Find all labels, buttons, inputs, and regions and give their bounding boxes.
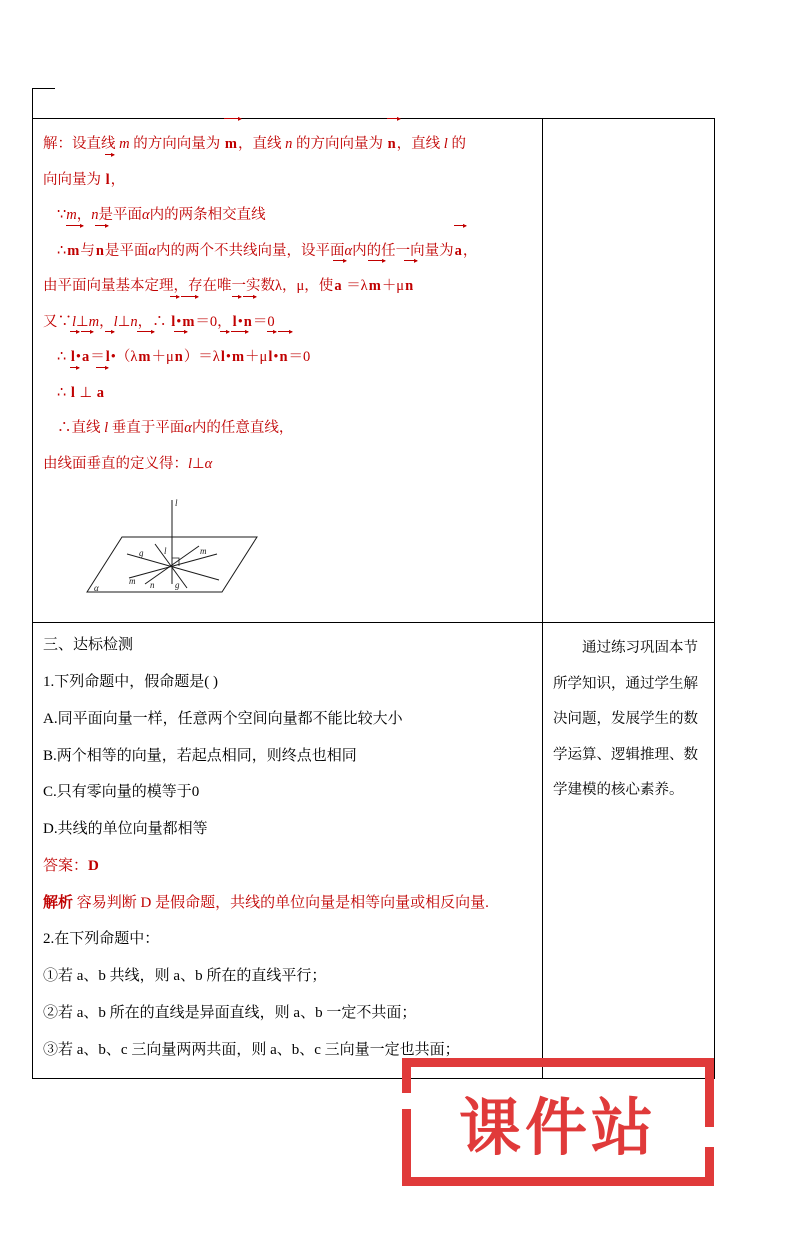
- solution-line-2: 向向量为 l，: [43, 163, 532, 199]
- solution-cell: [33, 119, 543, 623]
- solution-line-9: ∴直线 l 垂直于平面α内的任意直线，: [57, 420, 294, 437]
- answer-value: D: [88, 857, 99, 874]
- question-1-option-d: D.共线的单位向量都相等: [43, 821, 208, 838]
- svg-text:l: l: [164, 546, 167, 557]
- side-note-cell: [543, 623, 715, 1079]
- svg-text:α: α: [94, 583, 99, 594]
- watermark-text: 课件站: [458, 1093, 657, 1163]
- question-1-option-c: C.只有零向量的模等于0: [43, 784, 200, 801]
- solution-line-7: ∴ l•a＝l•（λm＋μn）＝λl•m＋μl•n＝0: [43, 340, 532, 376]
- question-2-item-2: ②若 a、b 所在的直线是异面直线，则 a、b 一定不共面；: [43, 1004, 417, 1021]
- question-1-analysis: [43, 885, 532, 922]
- solution-text: [43, 127, 532, 482]
- page-corner-mark: [32, 88, 55, 119]
- solution-line-3: ∵m，n是平面α内的两条相交直线: [57, 207, 266, 224]
- solution-line-4: ∴m与n是平面α内的两个不共线向量，设平面α内的任一向量为a，: [43, 234, 532, 270]
- lesson-plan-table: [32, 118, 715, 1079]
- practice-cell: [33, 623, 543, 1079]
- svg-text:g: g: [139, 548, 144, 559]
- geometry-figure: [67, 492, 277, 612]
- svg-text:m: m: [200, 546, 207, 557]
- svg-text:m: m: [129, 576, 136, 587]
- section-title: 三、达标检测: [43, 636, 134, 654]
- side-note-cell-empty: [543, 119, 715, 623]
- question-2-item-3: ③若 a、b、c 三向量两两共面，则 a、b、c 三向量一定也共面；: [43, 1041, 460, 1058]
- side-note-text: 通过练习巩固本节所学知识，通过学生解决问题，发展学生的数学运算、逻辑推理、数学建模的核心素养。: [553, 640, 698, 799]
- question-1-option-a: A.同平面向量一样，任意两个空间向量都不能比较大小: [43, 710, 403, 727]
- solution-line-5: 由平面向量基本定理，存在唯一实数λ，μ，使a ＝λm＋μn: [43, 269, 532, 305]
- svg-text:g: g: [175, 580, 180, 591]
- svg-text:l: l: [175, 498, 178, 509]
- question-1-option-b: B.两个相等的向量，若起点相同，则终点也相同: [43, 747, 357, 764]
- question-2-item-1: ①若 a、b 共线，则 a、b 所在的直线平行；: [43, 968, 327, 985]
- solution-line-8: ∴ l ⊥ a: [43, 376, 532, 412]
- svg-text:n: n: [150, 580, 155, 591]
- solution-line-6: 又∵l⊥m，l⊥n，∴ l•m＝0，l•n＝0: [43, 305, 532, 341]
- table-row-solution: [33, 119, 715, 623]
- analysis-text: 容易判断 D 是假命题，共线的单位向量是相等向量或相反向量.: [76, 894, 489, 911]
- solution-line-1: 解：设直线 m 的方向向量为 m，直线 n 的方向向量为 n，直线 l 的: [43, 127, 532, 163]
- answer-label: 答案：: [43, 857, 89, 874]
- question-2-stem: 2.在下列命题中：: [43, 931, 160, 948]
- solution-line-10: 由线面垂直的定义得：l⊥α: [43, 455, 213, 472]
- analysis-label: 解析: [43, 894, 74, 911]
- question-1-answer: [43, 848, 532, 885]
- question-1-stem: 1.下列命题中，假命题是( ): [43, 674, 218, 691]
- table-row-practice: [33, 623, 715, 1079]
